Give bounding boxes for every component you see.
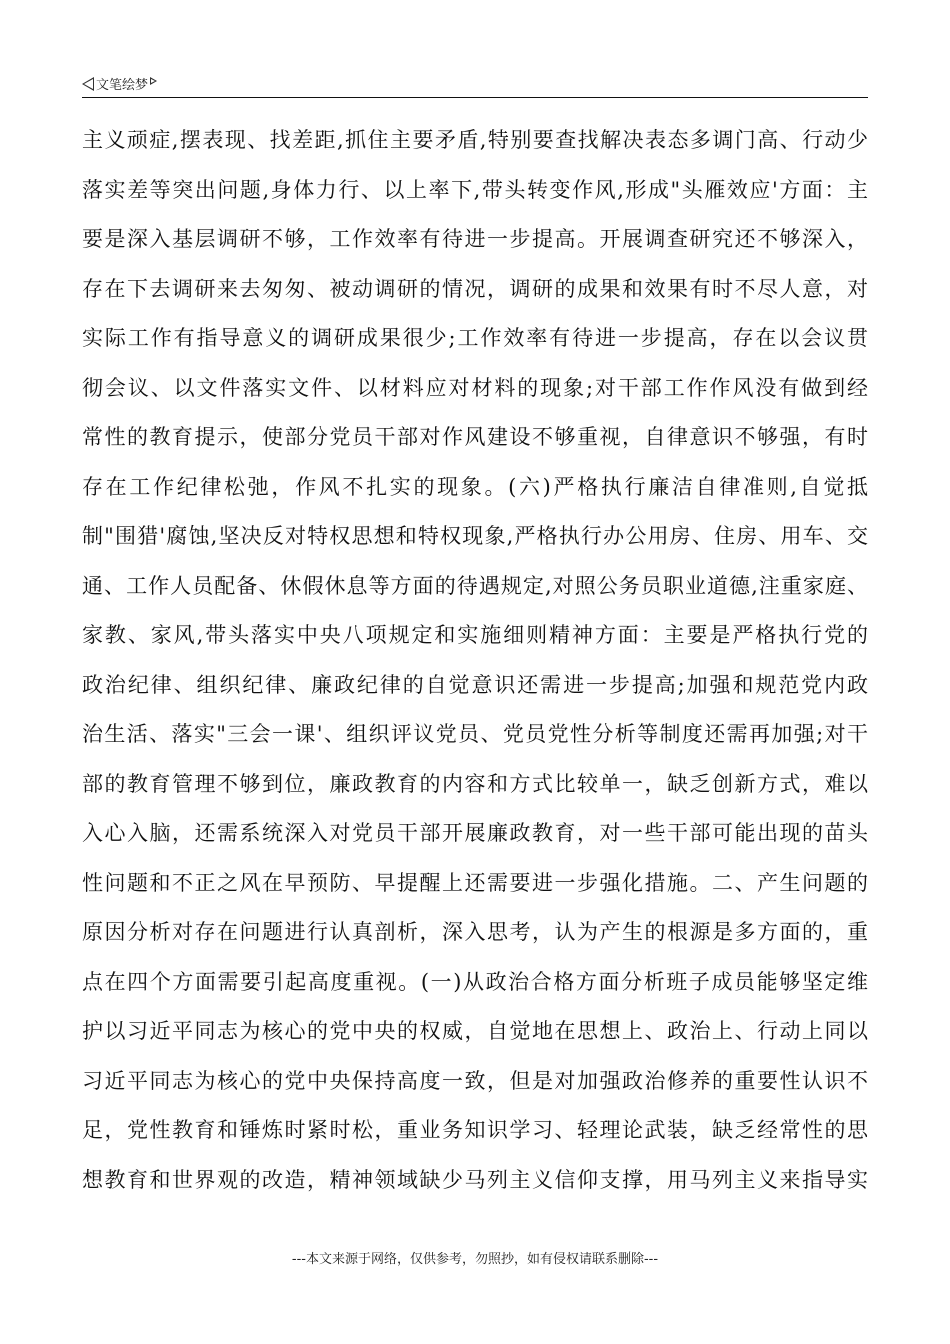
header-divider [82, 97, 868, 98]
text-line: 存在工作纪律松弛，作风不扎实的现象。(六)严格执行廉洁自律准则,自觉抵 [82, 474, 868, 499]
text-line: 点在四个方面需要引起高度重视。(一)从政治合格方面分析班子成员能够坚定维 [82, 969, 868, 994]
footer-notice: ---本文来源于网络，仅供参考，勿照抄，如有侵权请联系删除--- [291, 1252, 659, 1267]
text-line: 原因分析对存在问题进行认真剖析，深入思考，认为产生的根源是多方面的，重 [82, 920, 868, 944]
text-line: 实际工作有指导意义的调研成果很少;工作效率有待进一步提高，存在以会议贯 [82, 326, 868, 350]
text-line: 入心入脑，还需系统深入对党员干部开展廉政教育，对一些干部可能出现的苗头 [82, 821, 868, 845]
text-line: 家教、家风,带头落实中央八项规定和实施细则精神方面：主要是严格执行党的 [82, 623, 868, 647]
text-line: 习近平同志为核心的党中央保持高度一致，但是对加强政治修养的重要性认识不 [82, 1068, 868, 1093]
text-line: 想教育和世界观的改造，精神领域缺少马列主义信仰支撑，用马列主义来指导实 [82, 1167, 868, 1192]
text-line: 护以习近平同志为核心的党中央的权威，自觉地在思想上、政治上、行动上同以 [82, 1019, 868, 1043]
text-line: 性问题和不正之风在早预防、早提醒上还需要进一步强化措施。二、产生问题的 [82, 870, 868, 895]
right-triangle-icon [150, 77, 157, 85]
left-triangle-icon [82, 77, 94, 91]
text-line: 存在下去调研来去匆匆、被动调研的情况，调研的成果和效果有时不尽人意，对 [82, 276, 868, 301]
text-line: 落实差等突出问题,身体力行、以上率下,带头转变作风,形成"头雁效应'方面：主 [82, 177, 868, 202]
text-line: 常性的教育提示，使部分党员干部对作风建设不够重视，自律意识不够强，有时 [82, 425, 868, 449]
text-line: 主义顽症,摆表现、找差距,抓住主要矛盾,特别要查找解决表态多调门高、行动少 [82, 128, 868, 152]
text-line: 要是深入基层调研不够，工作效率有待进一步提高。开展调查研究还不够深入， [82, 227, 868, 251]
text-line: 部的教育管理不够到位，廉政教育的内容和方式比较单一，缺乏创新方式，难以 [82, 771, 868, 796]
page-header [82, 74, 868, 96]
text-line: 治生活、落实"三会一课'、组织评议党员、党员党性分析等制度还需再加强;对干 [82, 722, 868, 746]
header-title: 文笔绘梦 [96, 78, 149, 93]
text-line: 通、工作人员配备、休假休息等方面的待遇规定,对照公务员职业道德,注重家庭、 [82, 573, 868, 598]
text-line: 政治纪律、组织纪律、廉政纪律的自觉意识还需进一步提高;加强和规范党内政 [82, 672, 868, 697]
text-line: 足，党性教育和锤炼时紧时松，重业务知识学习、轻理论武装，缺乏经常性的思 [82, 1118, 868, 1142]
text-line: 制"围猎'腐蚀,坚决反对特权思想和特权现象,严格执行办公用房、住房、用车、交 [82, 524, 868, 548]
text-line: 彻会议、以文件落实文件、以材料应对材料的现象;对干部工作作风没有做到经 [82, 375, 868, 400]
document-body [82, 116, 868, 1205]
